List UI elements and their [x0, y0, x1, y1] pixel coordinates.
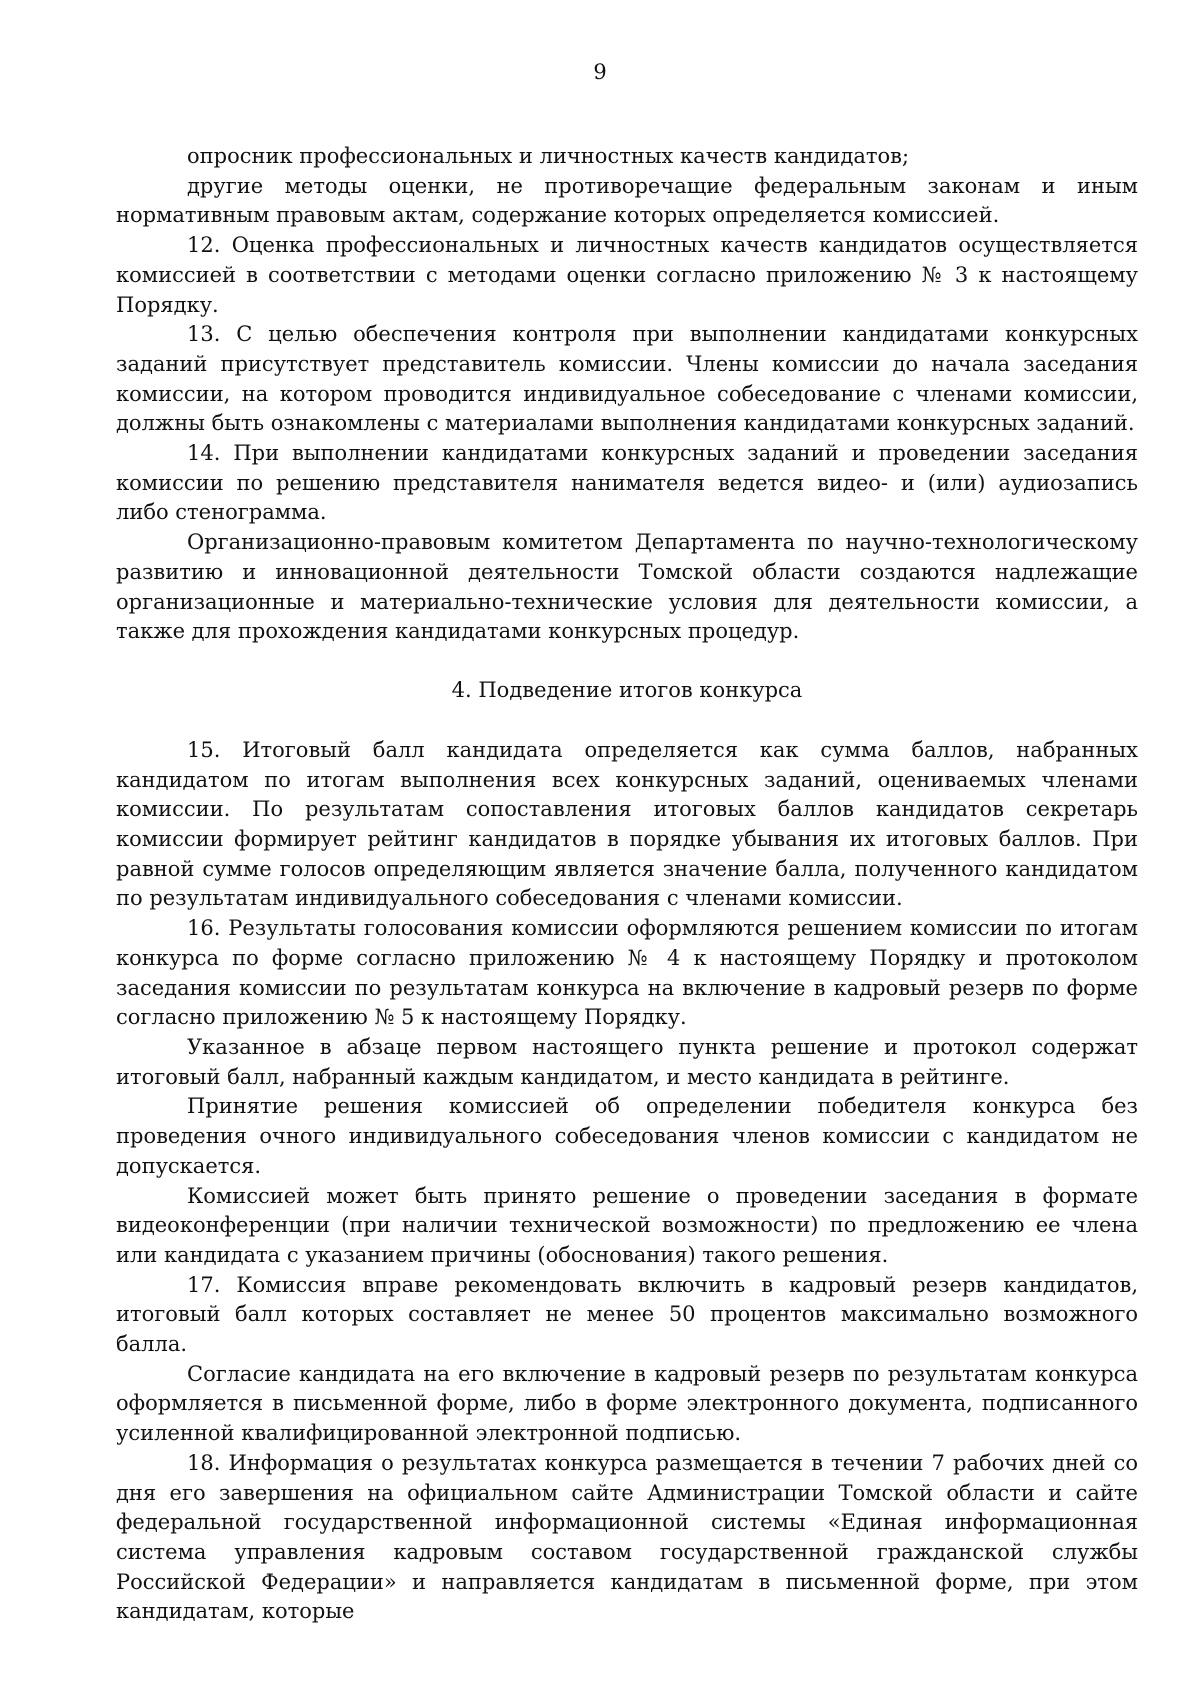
- paragraph-item-14: 14. При выполнении кандидатами конкурсных заданий и проведении заседания комиссии по решению представителя нанимателя ведется видео- и (или) аудиозапись либо стенограмма.: [116, 441, 1138, 525]
- paragraph-organizational-conditions: Организационно-правовым комитетом Департамента по научно-технологическому развитию и инновационной деятельности Томской области создаются надлежащие организационные и материально-технические условия для деятельности комиссии, а также для прохождения кандидатами конкурсных процедур.: [116, 530, 1138, 644]
- paragraph-consent: Согласие кандидата на его включение в кадровый резерв по результатам конкурса оформляется в письменной форме, либо в форме электронного документа, подписанного усиленной квалифицированной электронной подписью.: [116, 1361, 1138, 1446]
- paragraph-winner-decision: Принятие решения комиссией об определении победителя конкурса без проведения очного индивидуального собеседования членов комиссии с кандидатом не допускается.: [116, 1094, 1138, 1178]
- paragraph-item-17: 17. Комиссия вправе рекомендовать включить в кадровый резерв кандидатов, итоговый балл которых составляет не менее 50 процентов максимально возможного балла.: [116, 1272, 1138, 1357]
- document-body: [116, 142, 1138, 1627]
- paragraph-videoconference: Комиссией может быть принято решение о проведении заседания в формате видеоконференции (при наличии технической возможности) по предложению ее члена или кандидата с указанием причины (обоснования) такого решения.: [116, 1183, 1138, 1267]
- section-heading: 4. Подведение итогов конкурса: [451, 677, 803, 702]
- paragraph-item-16: 16. Результаты голосования комиссии оформляются решением комиссии по итогам конкурса по форме согласно приложению № 4 к настоящему Порядку и протоколом заседания комиссии по результатам конкурса на включение в кадровый резерв по форме согласно приложению № 5 к настоящему Порядку.: [116, 916, 1138, 1030]
- paragraph-item-12: 12. Оценка профессиональных и личностных качеств кандидатов осуществляется комиссией в соответствии с методами оценки согласно приложению № 3 к настоящему Порядку.: [116, 233, 1138, 317]
- page-number: 9: [593, 60, 607, 84]
- paragraph-item-15: 15. Итоговый балл кандидата определяется как сумма баллов, набранных кандидатом по итогам выполнения всех конкурсных заданий, оцениваемых членами комиссии. По результатам сопоставления итоговых баллов кандидатов секретарь комиссии формирует рейтинг кандидатов в порядке убывания их итоговых баллов. При равной сумме голосов определяющим является значение балла, полученного кандидатом по результатам индивидуального собеседования с членами комиссии.: [116, 737, 1138, 911]
- paragraph-decision-protocol: Указанное в абзаце первом настоящего пункта решение и протокол содержат итоговый балл, набранный каждым кандидатом, и место кандидата в рейтинге.: [116, 1034, 1138, 1089]
- paragraph-other-methods: другие методы оценки, не противоречащие федеральным законам и иным нормативным правовым актам, содержание которых определяется комиссией.: [116, 173, 1138, 228]
- paragraph-questionnaire: опросник профессиональных и личностных качеств кандидатов;: [187, 144, 910, 168]
- paragraph-item-18: 18. Информация о результатах конкурса размещается в течении 7 рабочих дней со дня его завершения на официальном сайте Администрации Томской области и сайте федеральной государственной информационной системы «Единая информационная система управления кадровым составом государственной гражданской службы Российской Федерации» и направляется кандидатам в письменной форме, при этом кандидатам, которые: [116, 1450, 1138, 1624]
- paragraph-item-13: 13. С целью обеспечения контроля при выполнении кандидатами конкурсных заданий присутствует представитель комиссии. Члены комиссии до начала заседания комиссии, на котором проводится индивидуальное собеседование с членами комиссии, должны быть ознакомлены с материалами выполнения кандидатами конкурсных заданий.: [116, 322, 1138, 436]
